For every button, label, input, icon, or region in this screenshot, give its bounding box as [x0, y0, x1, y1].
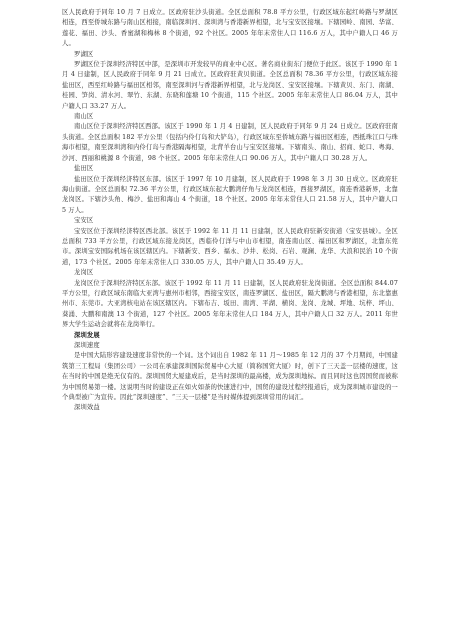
subsection-heading: 深圳效益	[74, 404, 100, 412]
subsection-heading: 深圳速度	[74, 342, 100, 349]
body-paragraph: 宝安区位于深圳经济特区西北部。该区于 1992 年 11 月 11 日建制，区人民政府驻新安街道（宝安县城）。全区总面积 733 平方公里，行政区域东接龙岗区，西临伶仃洋与中山市相望，南连南山区、福田区和罗湖区，北靠东莞市。深圳宝安国际机场在该区辖区内。下辖新安、西乡、福永、沙井、松岗、石岩、观澜、龙华、大浪和民治 10 个街道，173 个社区。2005 年年末常住人口 330.05 万人，其中户籍人口 35.49 万人。	[62, 227, 398, 266]
section-heading: 深圳发展	[74, 331, 100, 339]
body-paragraph: 南山区位于深圳经济特区西部。该区于 1990 年 1 月 4 日建制，区人民政府于同年 9 月 24 日成立。区政府驻南头街道。全区总面积 182 平方公里（包括内伶仃岛和大铲岛），行政区域东至侨城东路与福田区相连，西抵珠江口与珠海市相望，南至深圳湾和内伶仃岛与香港隔海相望，北背羊台山与宝安区接壤。下辖南头、南山、招商、蛇口、粤海、沙河、西丽和桃源 8 个街道，98 个社区。2005 年年末常住人口 90.06 万人，其中户籍人口 30.28 万人。	[62, 123, 398, 162]
subsection-heading: 宝安区	[74, 217, 94, 225]
document-page	[62, 8, 398, 414]
body-paragraph: 区人民政府于同年 10 月 7 日成立。区政府驻沙头街道。全区总面积 78.8 平方公里，行政区域东起红岭路与罗湖区相连，西至侨城东路与南山区相接，南临深圳河、深圳湾与香港新界相望，北与宝安区接壤。下辖园岭、南园、华富、莲花、福田、沙头、香蜜湖和梅林 8 个街道，92 个社区。2005 年年末常住人口 116.6 万人，其中户籍人口 46 万人。	[62, 9, 398, 48]
body-paragraph: 是中国大陆形容建设速度非常快的一个词。这个词出自 1982 年 11 月～1985 年 12 月的 37 个月期间，中国建筑第三工程局（集团公司）一公司在承建深圳国际贸易中心大厦（简称国贸大厦）时，创下了三天盖一层楼的速度，这在当时的中国是绝无仅有的。深圳国贸大厦建成后，是当时深圳的最高楼，成为深圳地标。而且同时这也因国贸而被称为中国贸易第一楼。这说明当时的建设正在如火如荼的快速进行中，国贸的建设过程经报道后，成为深圳城市建设的一个典型被广为宣传。因此“深圳速度”、“三天一层楼”是当时媒体提到深圳常用的词汇。	[62, 352, 398, 402]
subsection-heading: 盐田区	[74, 165, 94, 173]
subsection-heading: 龙岗区	[74, 269, 94, 277]
subsection-heading: 南山区	[74, 113, 94, 121]
body-paragraph: 龙岗区位于深圳经济特区东部。该区于 1992 年 11 月 11 日建制，区人民政府驻龙岗街道。全区总面积 844.07 平方公里，行政区域东南临大亚湾与惠州市相邻，西接宝安区，南连罗湖区、盐田区，隔大鹏湾与香港相望，东北靠惠州市、东莞市。大亚湾核电站在该区辖区内。下辖布吉、坂田、南湾、平湖、横岗、龙岗、龙城、坪地、坑梓、坪山、葵涌、大鹏和南澳 13 个街道，127 个社区。2005 年年末常住人口 184 万人，其中户籍人口 32 万人。2011 年世界大学生运动会就将在龙岗举行。	[62, 279, 398, 329]
subsection-heading: 罗湖区	[74, 50, 94, 58]
body-paragraph: 罗湖区位于深圳经济特区中部，是深圳市开发较早的商业中心区。著名商业街东门便位于此区。该区于 1990 年 1 月 4 日建制，区人民政府于同年 9 月 21 日成立。区政府驻黄贝街道。全区总面积 78.36 平方公里，行政区域东接盐田区，西至红岭路与福田区相邻，南至深圳河与香港新界相望，北与龙岗区、宝安区接壤。下辖黄贝、东门、南湖、桂园、笋岗、清水河、翠竹、东湖、东晓和莲塘 10 个街道，115 个社区。2005 年年末常住人口 86.04 万人，其中户籍人口 33.27 万人。	[62, 61, 398, 110]
body-paragraph: 盐田区位于深圳经济特区东部。该区于 1997 年 10 月建制，区人民政府于 1998 年 3 月 30 日成立。区政府驻海山街道。全区总面积 72.36 平方公里，行政区域东起大鹏湾仔角与龙岗区相连，西接罗湖区，南连香港新界，北靠龙岗区。下辖沙头角、梅沙、盐田和海山 4 个街道，18 个社区。2005 年年末常住人口 21.58 万人，其中户籍人口 5 万人。	[62, 175, 398, 214]
